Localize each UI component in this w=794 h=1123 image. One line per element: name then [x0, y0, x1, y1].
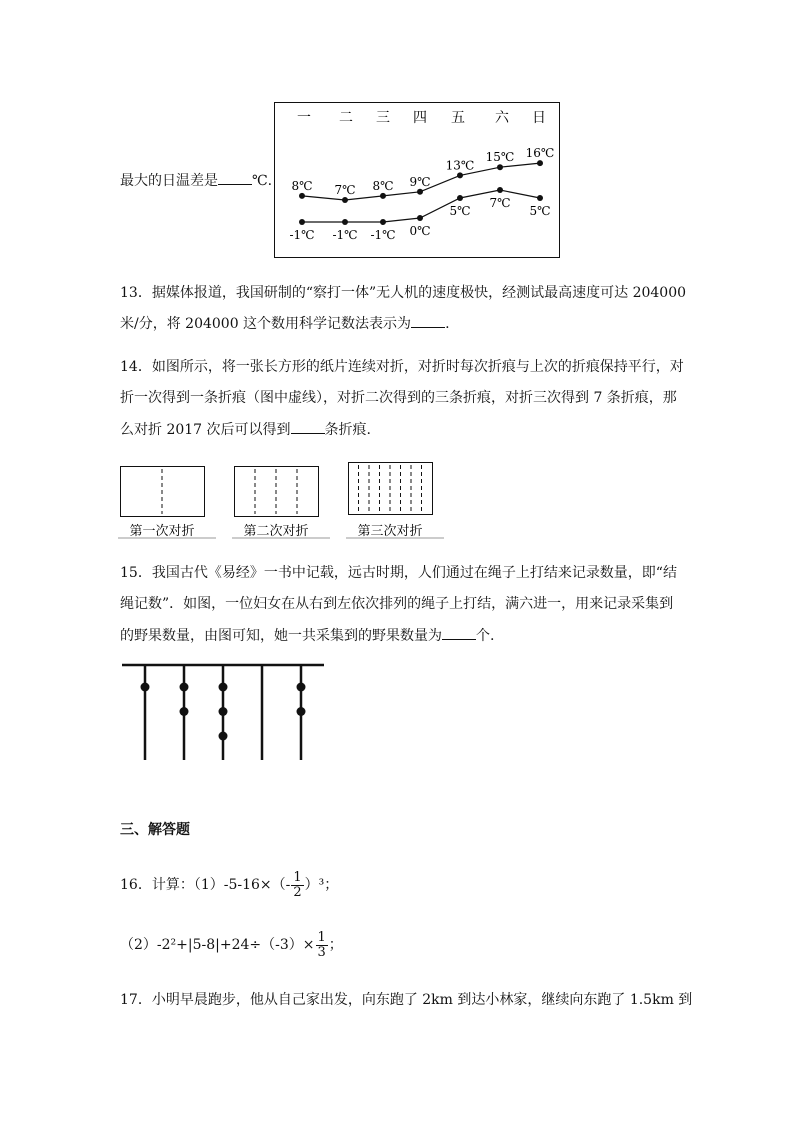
high-temp-label: 7℃: [334, 183, 356, 197]
high-temp-label: 13℃: [445, 158, 475, 173]
knot: [180, 683, 189, 692]
q16-part2-prefix: （2）-2²+|5-8|+24÷（-3）×: [120, 937, 315, 953]
hanging-ropes: [141, 665, 306, 760]
temperature-chart: [274, 102, 560, 258]
fraction-denominator: 3: [317, 944, 326, 960]
day-label: 五: [451, 110, 465, 126]
folding-diagram: [116, 458, 446, 542]
high-temp-point: [457, 172, 463, 178]
q14-line1: 14．如图所示，将一张长方形的纸片连续对折，对折时每次折痕与上次的折痕保持平行，对: [120, 359, 684, 375]
low-temp-point: [380, 219, 386, 225]
q13-line2: [120, 313, 450, 334]
q16-fraction-1: [291, 871, 303, 900]
q12-answer-blank[interactable]: [218, 170, 252, 185]
knot: [219, 707, 228, 716]
q15-line3-prefix: 的野果数量，由图可知，她一共采集到的野果数量为: [120, 628, 442, 644]
q14-answer-blank[interactable]: [291, 419, 325, 434]
day-label: 六: [495, 110, 509, 126]
high-temp-point: [380, 193, 386, 199]
q15-answer-blank[interactable]: [442, 625, 476, 640]
q14-line2: 折一次得到一条折痕（图中虚线），对折二次得到的三条折痕，对折三次得到 7 条折痕，那: [120, 390, 677, 406]
q15-line1: 15．我国古代《易经》一书中记载，远古时期，人们通过在绳子上打结来记录数量，即“结: [120, 565, 677, 581]
q16-fraction-2: [316, 931, 328, 960]
low-temp-label: 5℃: [529, 204, 551, 218]
high-temp-label: 15℃: [485, 150, 515, 165]
q15-line3: [120, 625, 494, 646]
q15-line2: 绳记数”．如图，一位妇女在从右到左依次排列的绳子上打结，满六进一，用来记录采集到: [120, 596, 674, 612]
low-temp-label: 7℃: [489, 196, 511, 210]
day-label: 日: [532, 110, 546, 126]
fold-caption: 第一次对折: [129, 524, 195, 539]
low-temp-label: 5℃: [449, 204, 471, 218]
folding-panels: [118, 463, 444, 540]
low-temp-label: 0℃: [409, 224, 431, 238]
fold-caption: 第三次对折: [357, 524, 423, 539]
knot: [297, 683, 306, 692]
high-temp-point: [537, 160, 543, 166]
high-temp-point: [342, 197, 348, 203]
high-temp-label: 8℃: [291, 178, 313, 193]
day-label: 二: [339, 110, 353, 126]
q13-answer-blank[interactable]: [411, 313, 445, 328]
knot: [219, 732, 228, 741]
high-temp-label: 9℃: [409, 174, 431, 189]
low-temp-point: [537, 195, 543, 201]
knot: [180, 707, 189, 716]
low-temp-point: [457, 195, 463, 201]
knot: [297, 707, 306, 716]
low-temp-point: [497, 187, 503, 193]
low-temp-label: -1℃: [289, 228, 315, 242]
high-temp-label: 16℃: [525, 146, 555, 161]
knot: [141, 683, 150, 692]
q14-line3-prefix: 么对折 2017 次后可以得到: [120, 422, 291, 438]
low-temp-point: [342, 219, 348, 225]
q13-line1: 13．据媒体报道，我国研制的“察打一体”无人机的速度极快，经测试最高速度可达 204000: [120, 285, 687, 301]
q14-line3: [120, 419, 371, 440]
q16-part2: [120, 930, 343, 960]
q12-text: [120, 170, 272, 191]
q12-suffix: ℃.: [252, 173, 273, 189]
low-temp-label: -1℃: [332, 228, 358, 242]
q13-line2-prefix: 米/分，将 204000 这个数用科学记数法表示为: [120, 316, 412, 332]
low-temp-points: [289, 187, 550, 242]
low-temp-point: [299, 219, 305, 225]
fraction-denominator: 2: [293, 884, 302, 900]
day-labels: [297, 110, 546, 126]
fraction-numerator: 1: [293, 869, 302, 885]
q15-line3-suffix: 个.: [476, 628, 495, 644]
low-temp-label: -1℃: [370, 228, 396, 242]
q13-line2-suffix: .: [445, 316, 450, 332]
q16-part2-suffix: ；: [328, 937, 343, 953]
high-temp-point: [497, 164, 503, 170]
fraction-numerator: 1: [317, 929, 326, 945]
section-title: 三、解答题: [120, 822, 190, 838]
q16-part1-prefix: 16．计算：（1）-5-16×（-: [120, 877, 291, 893]
day-label: 四: [413, 110, 427, 126]
q12-prefix: 最大的日温差是: [120, 173, 218, 189]
high-temp-points: [291, 146, 554, 203]
high-temp-label: 8℃: [372, 178, 394, 193]
q16-part1-suffix: ）³；: [304, 877, 339, 893]
q14-line3-suffix: 条折痕.: [324, 422, 371, 438]
knot-rope-diagram: [118, 660, 328, 766]
day-label: 三: [376, 110, 390, 126]
knot: [219, 683, 228, 692]
day-label: 一: [297, 110, 311, 126]
low-temp-point: [417, 215, 423, 221]
fold-caption: 第二次对折: [243, 524, 309, 539]
q16-part1: [120, 870, 338, 900]
high-temp-point: [417, 189, 423, 195]
high-temp-point: [299, 193, 305, 199]
q17-line1: 17．小明早晨跑步，他从自己家出发，向东跑了 2km 到达小林家，继续向东跑了 1.5km 到: [120, 992, 693, 1008]
